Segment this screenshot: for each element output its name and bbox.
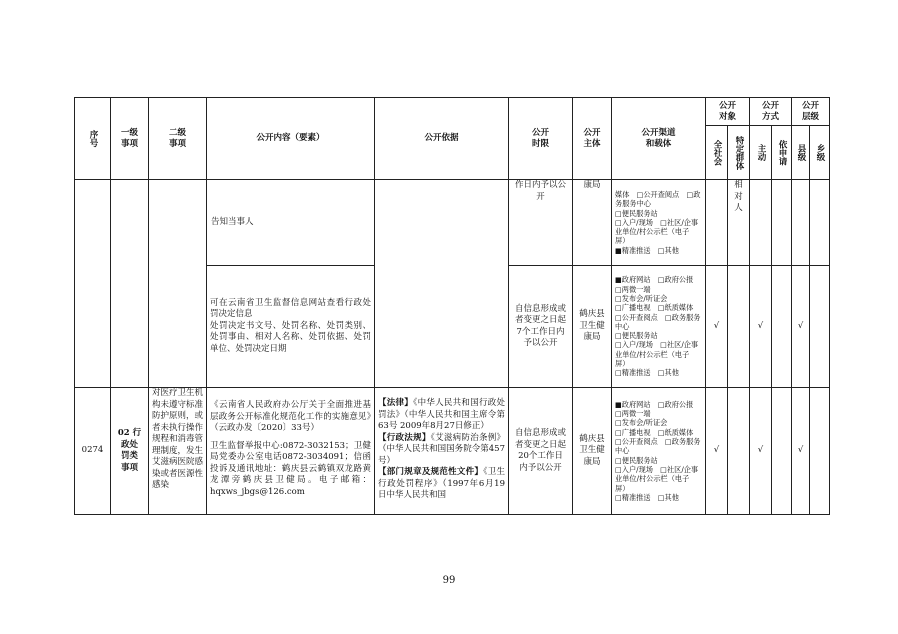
cell-check-apply [772,266,792,388]
header-subject: 公开主体 [573,98,612,180]
header-basis: 公开依据 [375,98,509,180]
cell-check-all: √ [706,266,728,388]
cell-seq [75,180,111,388]
page-number: 99 [442,575,456,586]
header-tier-town: 乡级 [810,126,830,180]
cell-time: 自信息形成或者变更之日起20个工作日内予以公开 [509,388,573,515]
header-method-apply: 依申请 [772,126,792,180]
basis-text: 《中华人民共和国行政处罚法》（中华人民共和国主席令第63号 2009年8月27日修正） [378,398,505,431]
cell-check-all: √ [706,388,728,515]
basis-item [378,467,505,502]
cell-check-all [706,180,728,266]
cell-check-active [750,180,772,266]
cell-level1 [111,180,149,388]
cell-content: 可在云南省卫生监督信息网站查看行政处罚决定信息 处罚决定书文号、处罚名称、处罚类别、处罚事由、相对人名称、处罚依据、处罚单位、处罚决定日期 [207,266,375,388]
cell-level2: 对医疗卫生机构未遵守标准防护原则，或者未执行操作规程和消毒管理制度，发生艾滋病医院感染或者医源性感染 [149,388,207,515]
header-seq: 序号 [75,98,111,180]
basis-category: 【部门规章及规范性文件】 [378,467,484,477]
cell-check-town [810,180,830,266]
header-level2: 二级事项 [149,98,207,180]
header-method: 公开方式 [750,98,792,126]
disclosure-table [74,97,830,515]
basis-text: 《艾滋病防治条例》（中华人民共和国国务院令第457号） [378,432,505,466]
basis-text: 《卫生行政处罚程序》（1997年6月19日中华人民共和国 [378,467,505,500]
content-paragraph: 《云南省人民政府办公厅关于全面推进基层政务公开标准化规范化工作的实施意见》（云政办发〔2020〕33号） [210,400,371,433]
cell-subject: 康局 [573,180,612,266]
cell-check-active: √ [750,388,772,515]
cell-check-county: √ [792,388,810,515]
cell-content [207,388,375,515]
header-time: 公开时限 [509,98,573,180]
cell-check-apply [772,180,792,266]
cell-check-town [810,266,830,388]
header-object-all: 全社会 [706,126,728,180]
cell-check-county: √ [792,266,810,388]
header-tier: 公开层级 [792,98,830,126]
header-channel: 公开渠道和载体 [612,98,706,180]
basis-item [378,433,505,468]
cell-check-town [810,388,830,515]
cell-check-specific [728,388,750,515]
table-row [75,180,830,266]
cell-subject: 鹤庆县卫生健康局 [573,388,612,515]
table-row [75,388,830,515]
header-method-active: 主动 [750,126,772,180]
cell-basis [375,180,509,388]
header-object: 公开对象 [706,98,750,126]
header-content: 公开内容（要素） [207,98,375,180]
cell-channel: 媒体 □公开查阅点 □政务服务中心 □便民服务站 □入户/现场 □社区/企事业单位/村公示栏（电子屏） ■精准推送 □其他 [612,180,706,266]
header-object-specific: 特定群体 [728,126,750,180]
cell-content: 告知当事人 [207,180,375,266]
cell-channel: ■政府网站 □政府公报 □两微一端 □发布会/听证会 □广播电视 □纸质媒体 □公开查阅点 □政务服务中心 □便民服务站 □入户/现场 □社区/企事业单位/村公示栏（电子屏） □精准推送 □其他 [612,266,706,388]
basis-category: 【行政法规】 [378,432,431,443]
cell-subject: 鹤庆县卫生健康局 [573,266,612,388]
content-paragraph: 卫生监督举报中心:0872-3032153；卫健局党委办公室电话0872-3034091；信函投诉及通讯地址：鹤庆县云鹤镇双龙路黄龙潭旁鹤庆县卫健局。电子邮箱：hqxws_jbgs@126.com [210,440,371,497]
cell-check-specific [728,266,750,388]
cell-time: 作日内予以公开 [509,180,573,266]
header-level1: 一级事项 [111,98,149,180]
cell-seq: 0274 [75,388,111,515]
cell-time: 自信息形成或者变更之日起7个工作日内予以公开 [509,266,573,388]
cell-object-specific: 相对人 [728,180,750,266]
cell-level2 [149,180,207,388]
cell-level1: 02 行政处罚类事项 [111,388,149,515]
basis-item [378,398,505,433]
cell-check-active: √ [750,266,772,388]
cell-channel: ■政府网站 □政府公报 □两微一端 □发布会/听证会 □广播电视 □纸质媒体 □公开查阅点 □政务服务中心 □便民服务站 □入户/现场 □社区/企事业单位/村公示栏（电子屏） □精准推送 □其他 [612,388,706,515]
cell-basis [375,388,509,515]
cell-check-county [792,180,810,266]
header-tier-county: 县级 [792,126,810,180]
basis-category: 【法律】 [378,398,414,408]
cell-check-apply [772,388,792,515]
